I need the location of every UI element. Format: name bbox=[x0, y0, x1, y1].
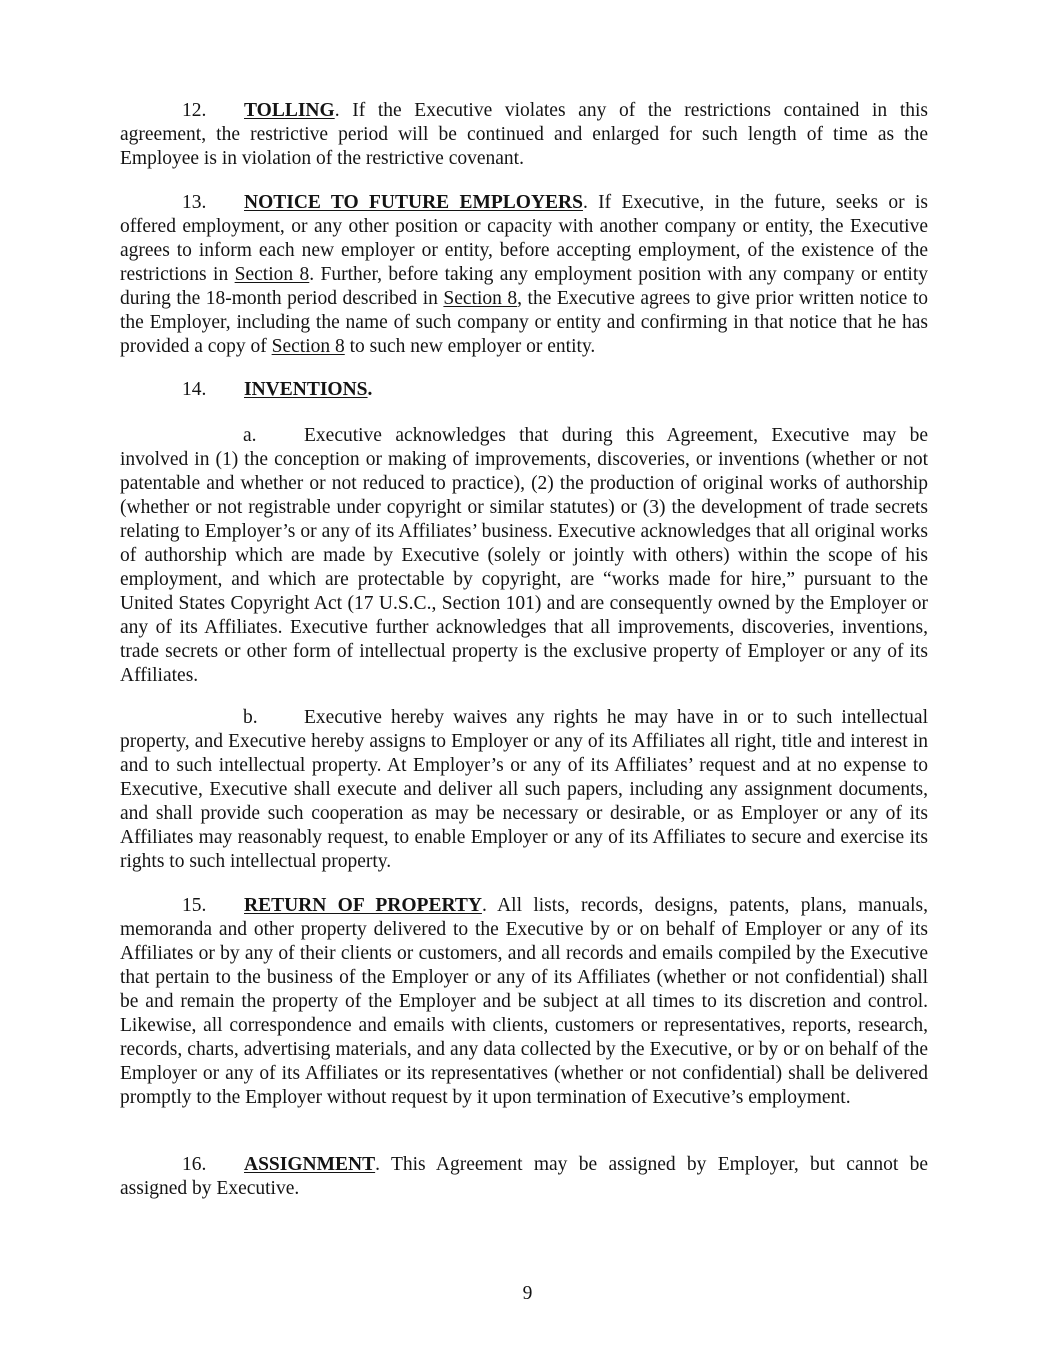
section-13-heading: NOTICE TO FUTURE EMPLOYERS bbox=[244, 192, 583, 213]
section-8-reference-1: Section 8 bbox=[234, 264, 310, 285]
section-15-heading: RETURN OF PROPERTY bbox=[244, 895, 482, 916]
section-14a-label: a. bbox=[243, 425, 257, 446]
section-15 bbox=[120, 894, 928, 1110]
section-8-reference-2: Section 8 bbox=[443, 288, 518, 309]
section-16-number: 16. bbox=[182, 1154, 207, 1175]
section-14a bbox=[120, 424, 928, 688]
section-13-text-1: . If Executive, in the future, seeks or is offered employment, or any other position or capacity with another company or entity, the Executive agrees to inform each new employer or entity, before accepting employment, of the existence of the restrictions in bbox=[120, 192, 928, 285]
section-13-text-4: to such new employer or entity. bbox=[344, 336, 596, 357]
section-13-number: 13. bbox=[182, 192, 207, 213]
section-12 bbox=[120, 99, 928, 171]
section-12-number: 12. bbox=[182, 100, 207, 121]
section-15-text: . All lists, records, designs, patents, plans, manuals, memoranda and other property delivered to the Executive by or on behalf of Employer or any of its Affiliates or by any of their clients or customers, and all records and emails compiled by the Executive that pertain to the business of the Employer or any of its Affiliates (whether or not confidential) shall be and remain the property of the Employer and be subject at all times to its discretion and control. Likewise, all correspondence and emails with clients, customers or representatives, reports, research, records, charts, advertising materials, and any data collected by the Executive, or by or on behalf of the Employer or any of its Affiliates or its representatives (whether or not confidential) shall be delivered promptly to the Employer without request by it upon termination of Executive’s employment. bbox=[120, 895, 928, 1108]
section-16-heading: ASSIGNMENT bbox=[244, 1154, 376, 1175]
section-14b bbox=[120, 706, 928, 874]
section-16 bbox=[120, 1153, 928, 1201]
section-14b-label: b. bbox=[243, 707, 258, 728]
section-13 bbox=[120, 191, 928, 359]
section-12-text: . If the Executive violates any of the restrictions contained in this agreement, the restrictive period will be continued and enlarged for such length of time as the Employee is in violation of the restrictive covenant. bbox=[120, 100, 928, 169]
section-14-title bbox=[120, 378, 928, 402]
page-number: 9 bbox=[522, 1283, 533, 1304]
section-16-text: . This Agreement may be assigned by Employer, but cannot be assigned by Executive. bbox=[120, 1154, 928, 1199]
section-14b-text: Executive hereby waives any rights he may have in or to such intellectual property, and Executive hereby assigns to Employer or any of its Affiliates all right, title and interest in and to such intellectual property. At Employer’s or any of its Affiliates’ request and at no expense to Executive, Executive shall execute and deliver all such papers, including any assignment documents, and shall provide such cooperation as may be necessary or desirable, or as Employer or any of its Affiliates may reasonably request, to enable Employer or any of its Affiliates to secure and exercise its rights to such intellectual property. bbox=[120, 707, 928, 872]
section-13-text-2: . Further, before taking any employment position with any company or entity during the 18-month period described in bbox=[120, 264, 928, 309]
section-12-heading: TOLLING bbox=[244, 100, 335, 121]
section-8-reference-3: Section 8 bbox=[271, 336, 345, 357]
section-13-text-3: , the Executive agrees to give prior written notice to the Employer, including the name of such company or entity and confirming in that notice that he has provided a copy of bbox=[120, 288, 928, 357]
section-14-heading-period: . bbox=[367, 379, 373, 400]
section-14-heading: INVENTIONS bbox=[244, 379, 368, 400]
section-15-number: 15. bbox=[182, 895, 207, 916]
section-14a-text: Executive acknowledges that during this Agreement, Executive may be involved in (1) the conception or making of improvements, discoveries, or inventions (whether or not patentable and whether or not reduced to practice), (2) the production of original works of authorship (whether or not registrable under copyright or similar statutes) or (3) the development of trade secrets relating to Employer’s or any of its Affiliates’ business. Executive acknowledges that all original works of authorship which are made by Executive (solely or jointly with others) within the scope of his employment, and which are protectable by copyright, are “works made for hire,” pursuant to the United States Copyright Act (17 U.S.C., Section 101) and are consequently owned by the Employer or any of its Affiliates. Executive further acknowledges that all improvements, discoveries, inventions, trade secrets or other form of intellectual property is the exclusive property of Employer or any of its Affiliates. bbox=[120, 425, 928, 686]
section-14-number: 14. bbox=[182, 379, 207, 400]
